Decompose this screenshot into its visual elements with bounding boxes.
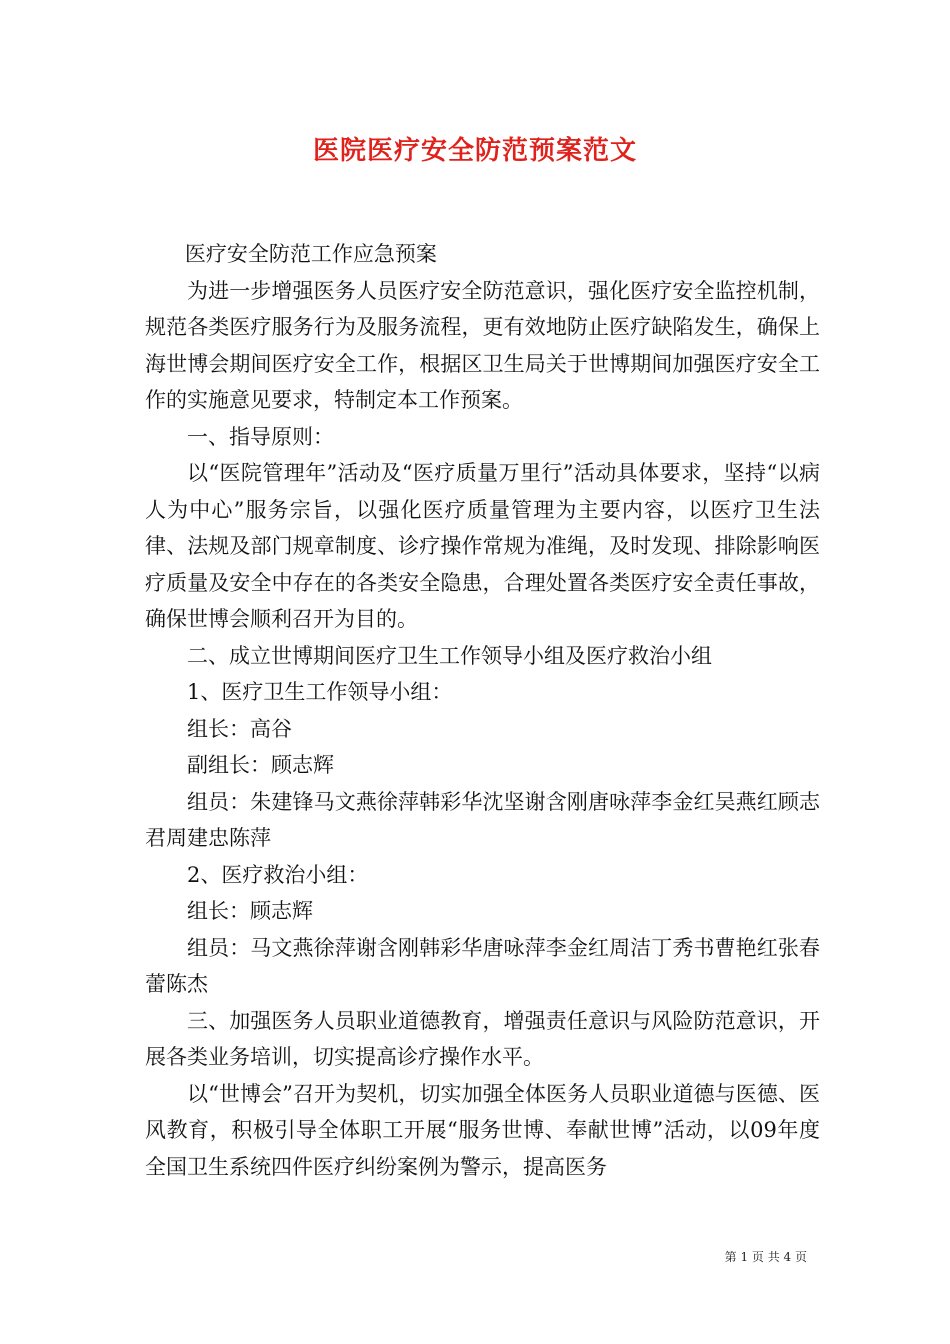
page-number: 第 1 页 共 4 页: [724, 1250, 807, 1264]
paragraph-principles: 以“医院管理年”活动及“医疗质量万里行”活动具体要求，坚持“以病人为中心”服务宗旨，以强化医疗质量管理为主要内容，以医疗卫生法律、法规及部门规章制度、诊疗操作常规为准绳，及时发现、排除影响医疗质量及安全中存在的各类安全隐患，合理处置各类医疗安全责任事故，确保世博会顺利召开为目的。: [145, 461, 820, 631]
subheading-treatment-group: 2、医疗救治小组：: [187, 862, 369, 887]
document-body: [145, 236, 820, 1185]
paragraph-intro: 为进一步增强医务人员医疗安全防范意识，强化医疗安全监控机制，规范各类医疗服务行为及服务流程，更有效地防止医疗缺陷发生，确保上海世博会期间医疗安全工作，根据区卫生局关于世博期间加强医疗安全工作的实施意见要求，特制定本工作预案。: [145, 278, 820, 412]
subheading-leadership-group: 1、医疗卫生工作领导小组：: [187, 680, 453, 704]
page-title: 医院医疗安全防范预案范文: [312, 136, 637, 166]
leadership-group-leader: 组长：高谷: [187, 716, 292, 741]
paragraph-subtitle: 医疗安全防范工作应急预案: [184, 242, 437, 266]
leadership-group-members: 组员：朱建锋马文燕徐萍韩彩华沈坚谢含刚唐咏萍李金红吴燕红顾志君周建忠陈萍: [145, 789, 820, 850]
treatment-group-members: 组员：马文燕徐萍谢含刚韩彩华唐咏萍李金红周洁丁秀书曹艳红张春蕾陈杰: [145, 935, 820, 996]
leadership-group-deputy: 副组长：顾志辉: [187, 753, 334, 777]
paragraph-ethics: 以“世博会”召开为契机，切实加强全体医务人员职业道德与医德、医风教育，积极引导全体职工开展“服务世博、奉献世博”活动，以09年度全国卫生系统四件医疗纠纷案例为警示，提高医务: [145, 1081, 820, 1179]
treatment-group-leader: 组长：顾志辉: [187, 899, 313, 923]
section-heading-principles: 一、指导原则：: [187, 424, 334, 449]
section-heading-groups: 二、成立世博期间医疗卫生工作领导小组及医疗救治小组: [187, 643, 712, 668]
section-heading-ethics: 三、加强医务人员职业道德教育，增强责任意识与风险防范意识，开展各类业务培训，切实提高诊疗操作水平。: [145, 1008, 820, 1069]
